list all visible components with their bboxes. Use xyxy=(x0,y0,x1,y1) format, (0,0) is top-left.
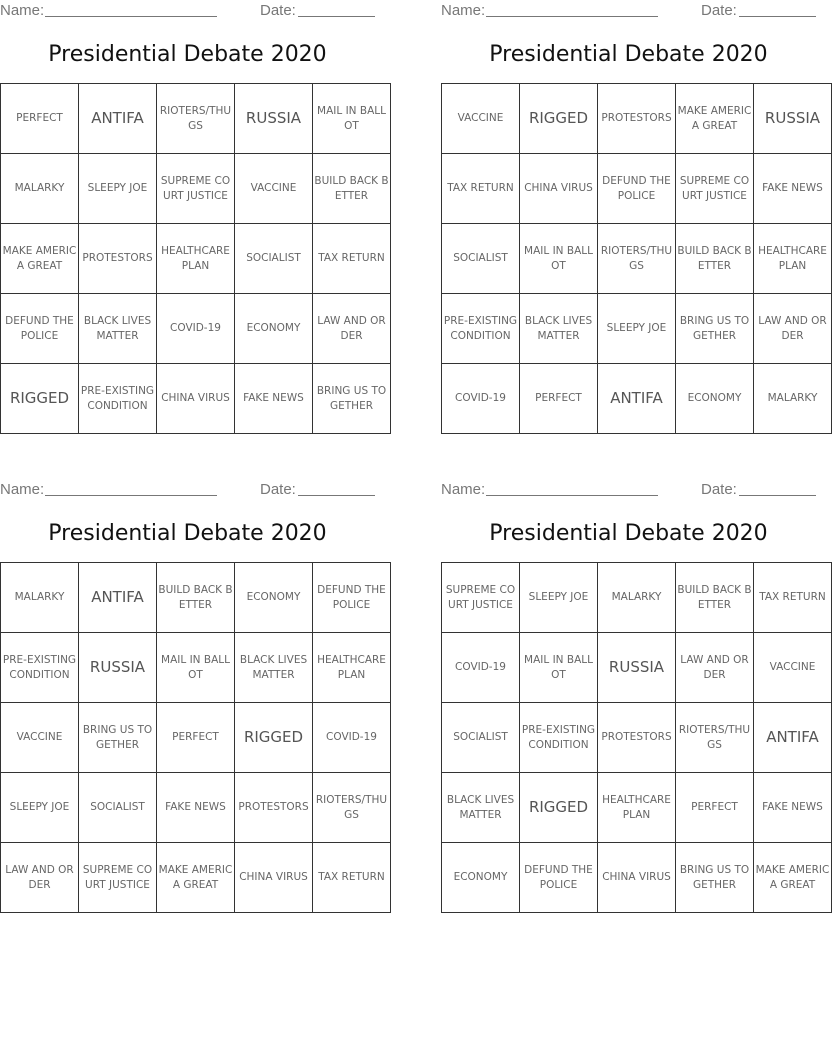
bingo-cell[interactable]: LAW AND ORDER xyxy=(754,294,832,364)
bingo-cell[interactable]: SOCIALIST xyxy=(79,773,157,843)
date-label: Date: xyxy=(260,481,296,498)
bingo-cell[interactable]: COVID-19 xyxy=(313,703,391,773)
bingo-cell[interactable]: RUSSIA xyxy=(754,84,832,154)
bingo-cell[interactable]: SLEEPY JOE xyxy=(520,563,598,633)
name-label: Name: xyxy=(0,2,45,19)
bingo-cell[interactable]: TAX RETURN xyxy=(442,154,520,224)
date-label: Date: xyxy=(701,2,737,19)
bingo-row xyxy=(442,224,832,294)
bingo-row xyxy=(442,294,832,364)
bingo-cell[interactable]: SOCIALIST xyxy=(442,703,520,773)
card-title: Presidential Debate 2020 xyxy=(48,521,327,546)
bingo-cell[interactable]: PRE-EXISTING CONDITION xyxy=(79,364,157,434)
name-date-bar xyxy=(441,0,816,22)
bingo-cell[interactable]: BUILD BACK BETTER xyxy=(313,154,391,224)
bingo-row xyxy=(1,364,391,434)
bingo-cell[interactable]: PERFECT xyxy=(1,84,79,154)
bingo-cell[interactable]: MAIL IN BALLOT xyxy=(520,224,598,294)
bingo-row xyxy=(1,773,391,843)
bingo-cell[interactable]: PRE-EXISTING CONDITION xyxy=(520,703,598,773)
bingo-cell[interactable]: RIOTERS/THUGS xyxy=(313,773,391,843)
date-line[interactable] xyxy=(298,495,375,496)
bingo-cell[interactable]: RUSSIA xyxy=(235,84,313,154)
bingo-cell[interactable]: TAX RETURN xyxy=(313,843,391,913)
bingo-cell[interactable]: MAKE AMERICA GREAT xyxy=(157,843,235,913)
bingo-cell[interactable]: PRE-EXISTING CONDITION xyxy=(442,294,520,364)
bingo-cell[interactable]: SOCIALIST xyxy=(442,224,520,294)
bingo-row xyxy=(442,154,832,224)
bingo-row xyxy=(1,563,391,633)
bingo-cell[interactable]: HEALTHCARE PLAN xyxy=(754,224,832,294)
name-date-bar xyxy=(0,0,375,22)
bingo-card xyxy=(0,479,388,891)
bingo-cell[interactable]: MALARKY xyxy=(598,563,676,633)
bingo-cell[interactable]: PERFECT xyxy=(157,703,235,773)
bingo-cell[interactable]: DEFUND THE POLICE xyxy=(313,563,391,633)
bingo-grid xyxy=(0,83,391,434)
bingo-cell[interactable]: RIOTERS/THUGS xyxy=(598,224,676,294)
bingo-row xyxy=(1,703,391,773)
bingo-cell[interactable]: SUPREME COURT JUSTICE xyxy=(676,154,754,224)
bingo-cell[interactable]: BLACK LIVES MATTER xyxy=(442,773,520,843)
bingo-cell[interactable]: BUILD BACK BETTER xyxy=(676,224,754,294)
bingo-cell[interactable]: LAW AND ORDER xyxy=(676,633,754,703)
bingo-cell[interactable]: LAW AND ORDER xyxy=(313,294,391,364)
bingo-cell[interactable]: PROTESTORS xyxy=(79,224,157,294)
bingo-cell[interactable]: VACCINE xyxy=(1,703,79,773)
bingo-cell[interactable]: MAIL IN BALLOT xyxy=(313,84,391,154)
bingo-cell[interactable]: COVID-19 xyxy=(442,633,520,703)
bingo-cell[interactable]: SLEEPY JOE xyxy=(598,294,676,364)
bingo-card xyxy=(441,479,830,891)
bingo-cell[interactable]: ANTIFA xyxy=(754,703,832,773)
name-label: Name: xyxy=(441,481,486,498)
bingo-cell[interactable]: FAKE NEWS xyxy=(157,773,235,843)
bingo-cell[interactable]: BLACK LIVES MATTER xyxy=(235,633,313,703)
bingo-row xyxy=(1,224,391,294)
bingo-cell[interactable]: ANTIFA xyxy=(79,563,157,633)
bingo-cell[interactable]: DEFUND THE POLICE xyxy=(1,294,79,364)
bingo-cell[interactable]: ECONOMY xyxy=(235,563,313,633)
bingo-cell[interactable]: RIGGED xyxy=(520,84,598,154)
bingo-cell[interactable]: SUPREME COURT JUSTICE xyxy=(157,154,235,224)
card-title: Presidential Debate 2020 xyxy=(489,42,768,67)
bingo-cell[interactable]: CHINA VIRUS xyxy=(598,843,676,913)
bingo-cell[interactable]: BLACK LIVES MATTER xyxy=(520,294,598,364)
name-line[interactable] xyxy=(486,495,658,496)
name-label: Name: xyxy=(441,2,486,19)
bingo-cell[interactable]: SLEEPY JOE xyxy=(1,773,79,843)
bingo-cell[interactable]: BRING US TOGETHER xyxy=(313,364,391,434)
name-line[interactable] xyxy=(45,495,217,496)
bingo-cell[interactable]: COVID-19 xyxy=(442,364,520,434)
bingo-cell[interactable]: PROTESTORS xyxy=(598,84,676,154)
bingo-cell[interactable]: TAX RETURN xyxy=(313,224,391,294)
name-date-bar xyxy=(0,479,375,501)
bingo-cell[interactable]: PRE-EXISTING CONDITION xyxy=(1,633,79,703)
bingo-cell[interactable]: RUSSIA xyxy=(598,633,676,703)
bingo-cell[interactable]: SOCIALIST xyxy=(235,224,313,294)
bingo-row xyxy=(442,364,832,434)
bingo-cell[interactable]: RIOTERS/THUGS xyxy=(676,703,754,773)
bingo-cell[interactable]: HEALTHCARE PLAN xyxy=(313,633,391,703)
bingo-cell[interactable]: BRING US TOGETHER xyxy=(79,703,157,773)
bingo-row xyxy=(442,633,832,703)
bingo-row xyxy=(442,703,832,773)
bingo-cell[interactable]: VACCINE xyxy=(442,84,520,154)
bingo-row xyxy=(1,154,391,224)
bingo-cell[interactable]: MAKE AMERICA GREAT xyxy=(1,224,79,294)
bingo-cell[interactable]: FAKE NEWS xyxy=(754,773,832,843)
name-date-bar xyxy=(441,479,816,501)
bingo-cell[interactable]: PERFECT xyxy=(520,364,598,434)
bingo-cell[interactable]: COVID-19 xyxy=(157,294,235,364)
bingo-cell[interactable]: DEFUND THE POLICE xyxy=(520,843,598,913)
bingo-row xyxy=(442,84,832,154)
date-line[interactable] xyxy=(739,495,816,496)
bingo-cell[interactable]: ANTIFA xyxy=(598,364,676,434)
bingo-cell[interactable]: BUILD BACK BETTER xyxy=(676,563,754,633)
bingo-row xyxy=(442,773,832,843)
bingo-cell[interactable]: BRING US TOGETHER xyxy=(676,843,754,913)
bingo-grid xyxy=(441,83,832,434)
bingo-cell[interactable]: ECONOMY xyxy=(442,843,520,913)
bingo-cell[interactable]: PERFECT xyxy=(676,773,754,843)
bingo-row xyxy=(1,633,391,703)
bingo-cell[interactable]: CHINA VIRUS xyxy=(235,843,313,913)
bingo-cell[interactable]: MAKE AMERICA GREAT xyxy=(754,843,832,913)
bingo-cell[interactable]: MALARKY xyxy=(754,364,832,434)
bingo-cell[interactable]: MAIL IN BALLOT xyxy=(520,633,598,703)
bingo-cell[interactable]: MAIL IN BALLOT xyxy=(157,633,235,703)
date-line[interactable] xyxy=(739,16,816,17)
bingo-cell[interactable]: FAKE NEWS xyxy=(754,154,832,224)
bingo-cell[interactable]: PROTESTORS xyxy=(598,703,676,773)
name-label: Name: xyxy=(0,481,45,498)
bingo-row xyxy=(1,843,391,913)
bingo-card xyxy=(441,0,827,407)
bingo-card xyxy=(0,0,389,412)
bingo-cell[interactable]: HEALTHCARE PLAN xyxy=(598,773,676,843)
bingo-grid xyxy=(441,562,832,913)
bingo-cell[interactable]: CHINA VIRUS xyxy=(157,364,235,434)
bingo-cell[interactable]: ANTIFA xyxy=(79,84,157,154)
bingo-cell[interactable]: VACCINE xyxy=(754,633,832,703)
bingo-cell[interactable]: FAKE NEWS xyxy=(235,364,313,434)
bingo-cell[interactable]: MALARKY xyxy=(1,154,79,224)
bingo-row xyxy=(1,294,391,364)
card-title: Presidential Debate 2020 xyxy=(489,521,768,546)
bingo-cell[interactable]: DEFUND THE POLICE xyxy=(598,154,676,224)
bingo-cell[interactable]: RUSSIA xyxy=(79,633,157,703)
bingo-cell[interactable]: BRING US TOGETHER xyxy=(676,294,754,364)
bingo-cell[interactable]: BLACK LIVES MATTER xyxy=(79,294,157,364)
bingo-cell[interactable]: SLEEPY JOE xyxy=(79,154,157,224)
bingo-cell[interactable]: RIGGED xyxy=(520,773,598,843)
date-label: Date: xyxy=(701,481,737,498)
bingo-cell[interactable]: ECONOMY xyxy=(676,364,754,434)
bingo-cell[interactable]: VACCINE xyxy=(235,154,313,224)
bingo-cell[interactable]: HEALTHCARE PLAN xyxy=(157,224,235,294)
bingo-cell[interactable]: SUPREME COURT JUSTICE xyxy=(79,843,157,913)
bingo-cell[interactable]: MALARKY xyxy=(1,563,79,633)
bingo-row xyxy=(442,843,832,913)
bingo-cell[interactable]: BUILD BACK BETTER xyxy=(157,563,235,633)
date-label: Date: xyxy=(260,2,296,19)
bingo-grid xyxy=(0,562,391,913)
bingo-cell[interactable]: LAW AND ORDER xyxy=(1,843,79,913)
name-line[interactable] xyxy=(486,16,658,17)
bingo-cell[interactable]: RIOTERS/THUGS xyxy=(157,84,235,154)
bingo-cell[interactable]: CHINA VIRUS xyxy=(520,154,598,224)
bingo-row xyxy=(442,563,832,633)
bingo-cell[interactable]: RIGGED xyxy=(1,364,79,434)
bingo-cell[interactable]: MAKE AMERICA GREAT xyxy=(676,84,754,154)
date-line[interactable] xyxy=(298,16,375,17)
card-title: Presidential Debate 2020 xyxy=(48,42,327,67)
bingo-row xyxy=(1,84,391,154)
bingo-cell[interactable]: PROTESTORS xyxy=(235,773,313,843)
name-line[interactable] xyxy=(45,16,217,17)
bingo-cell[interactable]: RIGGED xyxy=(235,703,313,773)
bingo-cell[interactable]: SUPREME COURT JUSTICE xyxy=(442,563,520,633)
bingo-cell[interactable]: ECONOMY xyxy=(235,294,313,364)
bingo-cell[interactable]: TAX RETURN xyxy=(754,563,832,633)
